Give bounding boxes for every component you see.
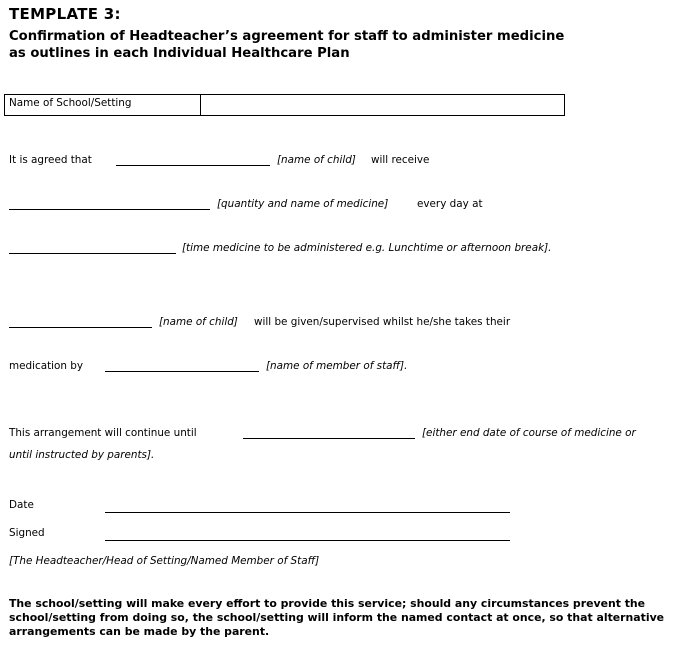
agree-child-hint: [name of child] [277, 154, 356, 166]
medicine-suffix: every day at [417, 198, 483, 210]
staff-blank[interactable] [105, 371, 259, 372]
agree-suffix: will receive [371, 154, 430, 166]
school-name-table [4, 94, 565, 116]
date-label: Date [9, 499, 34, 511]
time-blank[interactable] [9, 253, 176, 254]
time-hint: [time medicine to be administered e.g. Lunchtime or afternoon break]. [182, 242, 552, 254]
child-name-blank-2[interactable] [9, 327, 152, 328]
service-notice: The school/setting will make every effort to provide this service; should any circumstances prevent the school/setting from doing so, the school/setting will inform the named contact at once, so that alternative arrangements can be made by the parent. [9, 597, 665, 638]
staff-hint: [name of member of staff]. [266, 360, 408, 372]
child-suffix: will be given/supervised whilst he/she takes their [254, 316, 511, 328]
template-number: TEMPLATE 3: [9, 5, 121, 23]
role-hint: [The Headteacher/Head of Setting/Named Member of Staff] [9, 555, 320, 567]
signature-blank[interactable] [105, 540, 510, 541]
school-name-field[interactable] [201, 95, 564, 115]
child-name-blank-1[interactable] [116, 165, 270, 166]
staff-prefix: medication by [9, 360, 84, 372]
end-date-blank[interactable] [243, 438, 415, 439]
school-name-label: Name of School/Setting [5, 95, 201, 115]
form-title [9, 28, 564, 62]
form-title-line-2: as outlines in each Individual Healthcare Plan [9, 46, 350, 61]
form-title-line-1: Confirmation of Headteacher’s agreement for staff to administer medicine [9, 29, 565, 44]
signed-label: Signed [9, 527, 45, 539]
medicine-blank[interactable] [9, 209, 210, 210]
agree-prefix: It is agreed that [9, 154, 92, 166]
continue-hint-2: until instructed by parents]. [9, 449, 155, 461]
date-blank[interactable] [105, 512, 510, 513]
medicine-hint: [quantity and name of medicine] [217, 198, 389, 210]
continue-hint-1: [either end date of course of medicine or [422, 427, 636, 439]
continue-prefix: This arrangement will continue until [9, 427, 197, 439]
child-hint-2: [name of child] [159, 316, 238, 328]
